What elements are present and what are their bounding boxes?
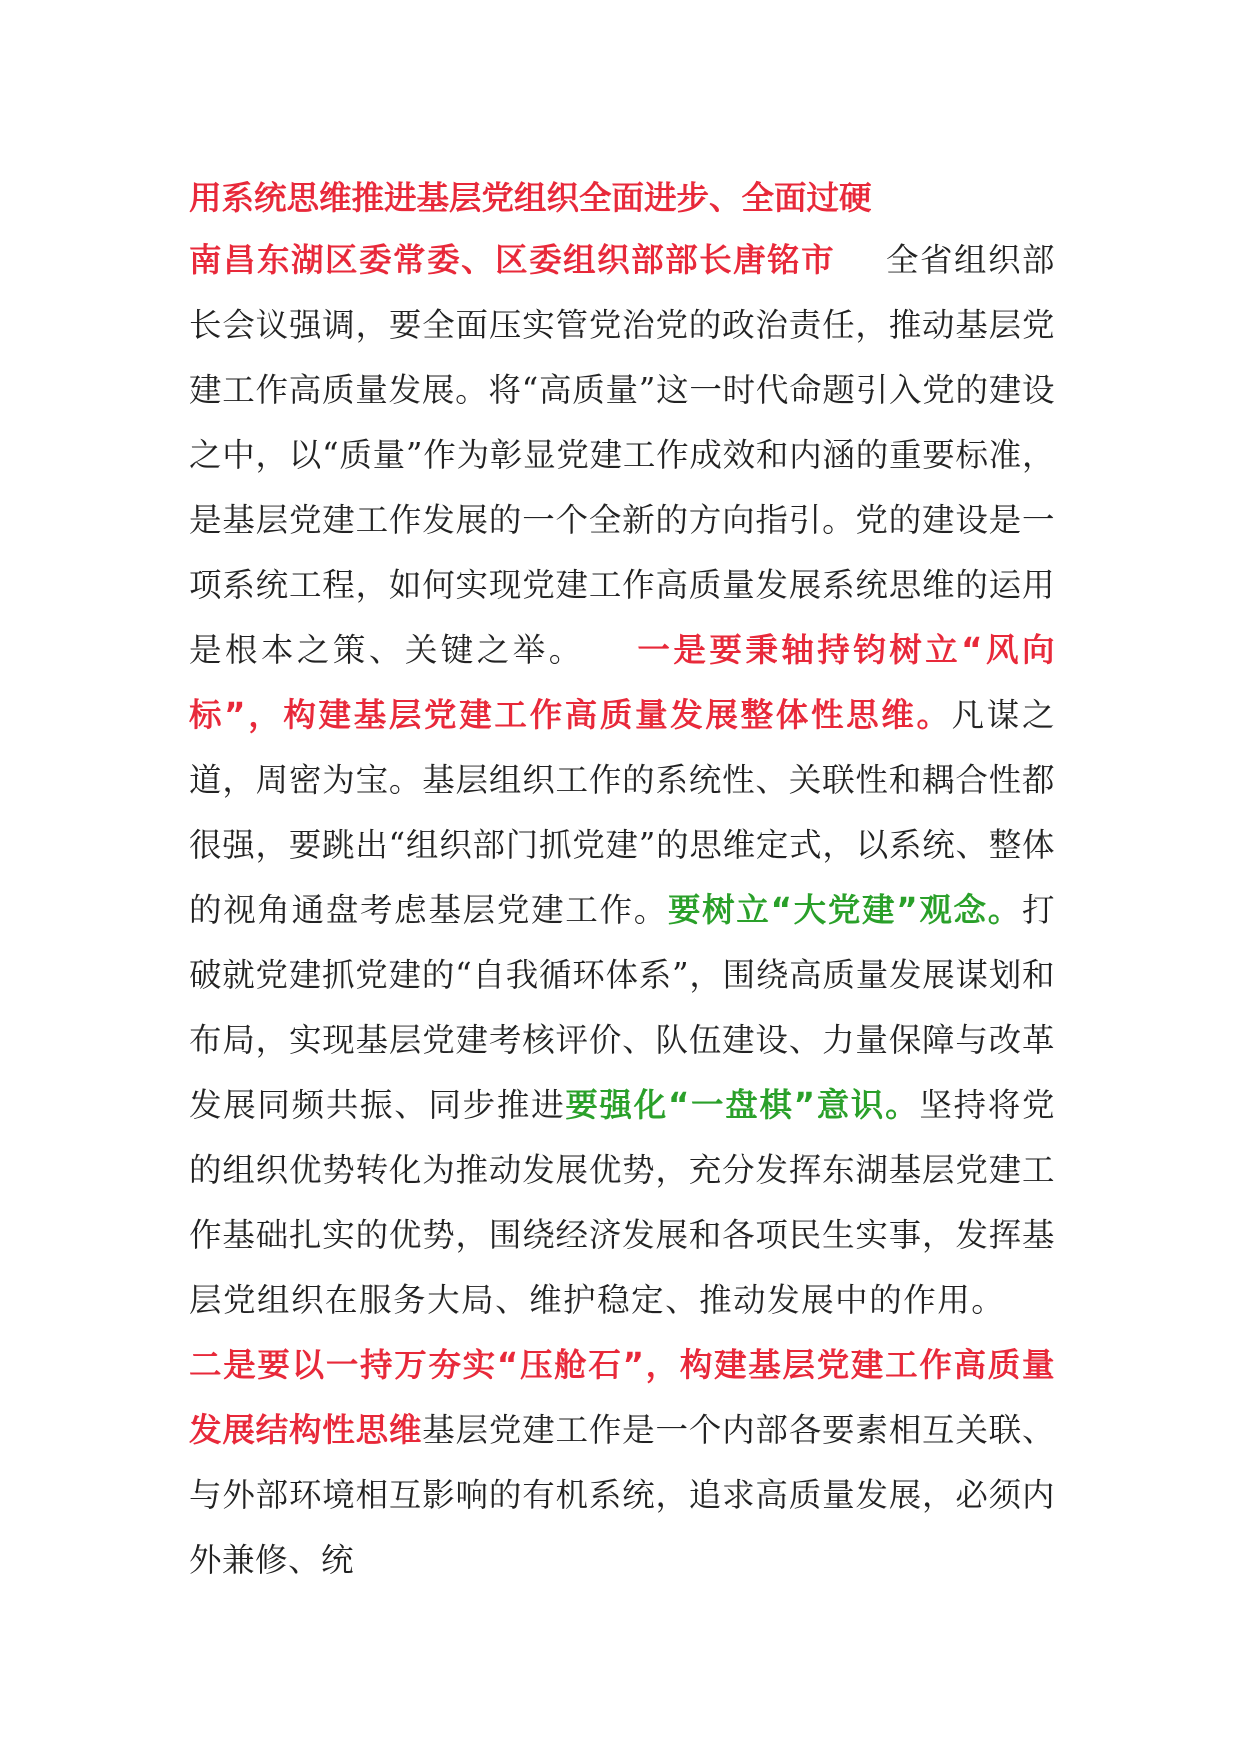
sub-2-heading: 要强化“一盘棋”意识。 <box>565 1086 920 1124</box>
point-2-text: 基层党建工作是一个内部各要素相互关联、与外部环境相互影响的有机系统，追求高质量发展，必须内外兼修、统 <box>189 1411 1055 1579</box>
article-body <box>189 228 1055 1593</box>
point-2-heading: 二是要以一持万夯实“压舱石”，构建基层党建工作高质量发展结构性思维 <box>189 1346 1055 1449</box>
sub-1-heading: 要树立“大党建”观念。 <box>667 891 1022 929</box>
author-line: 南昌东湖区委常委、区委组织部部长唐铭市 <box>189 241 836 279</box>
article-title: 用系统思维推进基层党组织全面进步、全面过硬 <box>189 179 872 217</box>
sub-1-text: 打破就党建抓党建的“自我循环体系”，围绕高质量发展谋划和布局，实现基层党建考核评价、队伍建设、力量保障与改革发展同频共振、同步推进 <box>189 891 1055 1124</box>
point-1-heading: 一是要秉轴持钧树立“风向标”，构建基层党建工作高质量发展整体性思维。 <box>189 631 1055 734</box>
document-page <box>189 168 1055 1593</box>
sub-2-text: 坚持将党的组织优势转化为推动发展优势，充分发挥东湖基层党建工作基础扎实的优势，围绕经济发展和各项民生实事，发挥基层党组织在服务大局、维护稳定、推动发展中的作用。 <box>189 1086 1055 1319</box>
intro-paragraph: 全省组织部长会议强调，要全面压实管党治党的政治责任，推动基层党建工作高质量发展。将“高质量”这一时代命题引入党的建设之中，以“质量”作为彰显党建工作成效和内涵的重要标准，是基层党建工作发展的一个全新的方向指引。党的建设是一项系统工程，如何实现党建工作高质量发展系统思维的运用是根本之策、关键之举。 <box>189 241 1055 669</box>
point-1-text: 凡谋之道，周密为宝。基层组织工作的系统性、关联性和耦合性都很强，要跳出“组织部门抓党建”的思维定式，以系统、整体的视角通盘考虑基层党建工作。 <box>189 696 1055 929</box>
